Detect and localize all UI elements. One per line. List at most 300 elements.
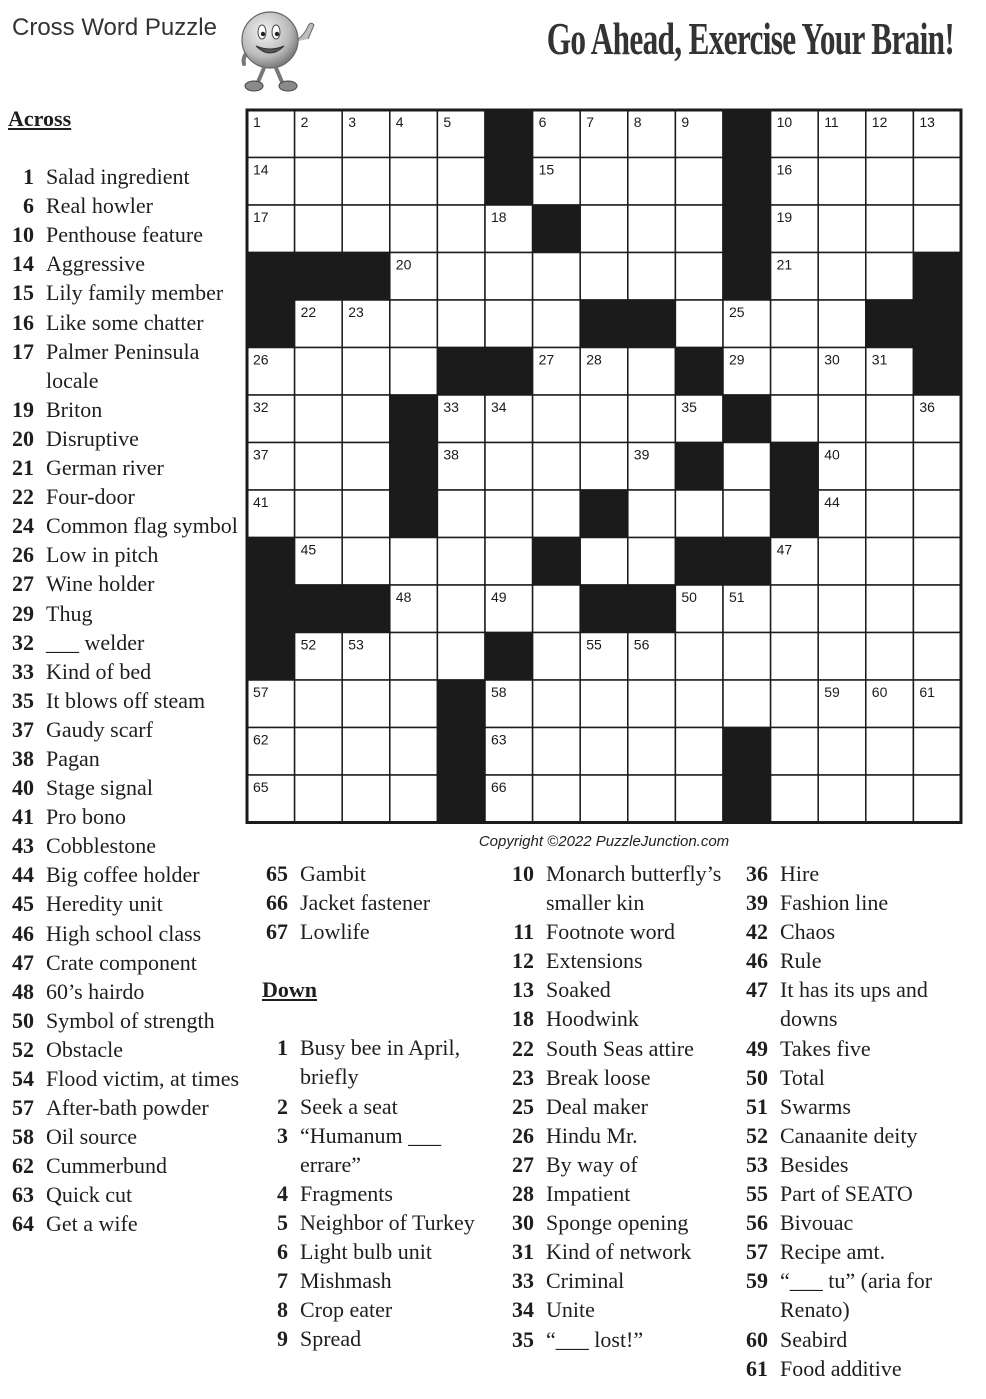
grid-cell[interactable] [342, 205, 390, 253]
grid-cell[interactable] [818, 728, 866, 776]
clue-item [742, 1092, 968, 1121]
grid-cell[interactable] [818, 300, 866, 348]
grid-cell[interactable] [342, 158, 390, 206]
clue-item [262, 1092, 502, 1121]
across-heading: Across [8, 106, 72, 131]
grid-cell[interactable] [771, 775, 819, 823]
clue-text: Sponge opening [546, 1210, 689, 1236]
grid-cell[interactable] [580, 443, 628, 491]
grid-cell[interactable] [295, 395, 343, 443]
cell-number: 11 [824, 114, 839, 130]
cell-number: 45 [300, 541, 317, 558]
grid-block [723, 158, 771, 206]
clue-number: 32 [12, 629, 34, 655]
cell-number: 2 [300, 114, 309, 130]
grid-cell[interactable] [771, 395, 819, 443]
clue-text: Disruptive [46, 425, 139, 451]
grid-cell[interactable] [295, 775, 343, 823]
grid-cell[interactable] [437, 633, 485, 681]
clue-number: 46 [746, 948, 768, 974]
clue-text: Total [780, 1064, 825, 1090]
cell-number: 12 [871, 114, 888, 130]
cell-number: 65 [253, 779, 269, 795]
clue-item [742, 946, 968, 975]
grid-cell[interactable] [533, 253, 581, 301]
grid-cell[interactable] [675, 253, 723, 301]
grid-cell[interactable] [342, 680, 390, 728]
clue-text: Impatient [546, 1181, 631, 1207]
cell-number: 8 [633, 114, 642, 130]
grid-cell[interactable] [580, 395, 628, 443]
copyright-notice: Copyright ©2022 PuzzleJunction.com [478, 833, 730, 850]
grid-cell[interactable] [485, 253, 533, 301]
clue-number: 50 [746, 1064, 768, 1090]
grid-cell[interactable] [818, 538, 866, 586]
grid-cell[interactable] [628, 253, 676, 301]
grid-cell[interactable] [390, 680, 438, 728]
grid-cell[interactable] [913, 775, 961, 823]
grid-block [723, 538, 771, 586]
clue-number: 42 [746, 919, 768, 945]
grid-cell[interactable] [390, 205, 438, 253]
grid-cell[interactable] [866, 253, 914, 301]
grid-cell[interactable] [390, 728, 438, 776]
grid-cell[interactable] [866, 538, 914, 586]
grid-cell[interactable] [866, 395, 914, 443]
clue-text: Part of SEATO [780, 1181, 913, 1207]
clue-text: Lily family member [46, 280, 224, 306]
clue-number: 57 [746, 1239, 768, 1265]
clue-item [262, 1324, 502, 1353]
grid-cell[interactable] [342, 728, 390, 776]
grid-cell[interactable] [485, 443, 533, 491]
clue-text: Deal maker [546, 1093, 648, 1119]
cell-number: 49 [491, 589, 507, 605]
clue-text: Soaked [546, 977, 611, 1003]
grid-cell[interactable] [675, 158, 723, 206]
grid-block [485, 348, 533, 396]
cell-number: 39 [633, 446, 650, 463]
clue-item [262, 1237, 502, 1266]
grid-cell[interactable] [818, 253, 866, 301]
grid-cell[interactable] [913, 728, 961, 776]
clue-number: 2 [277, 1093, 288, 1119]
grid-cell[interactable] [437, 300, 485, 348]
grid-cell[interactable] [771, 633, 819, 681]
grid-cell[interactable] [866, 775, 914, 823]
clue-text: “Humanum ___ errare” [300, 1122, 442, 1177]
grid-cell[interactable] [723, 633, 771, 681]
cell-number: 34 [491, 399, 507, 415]
clue-number: 10 [512, 861, 534, 886]
clue-text: Low in pitch [46, 542, 159, 568]
grid-cell[interactable] [771, 348, 819, 396]
grid-cell[interactable] [437, 158, 485, 206]
clue-text: Palmer Peninsula locale [46, 338, 200, 393]
grid-cell[interactable] [295, 728, 343, 776]
grid-cell[interactable] [818, 205, 866, 253]
clue-text: Real howler [46, 193, 153, 219]
clue-number: 45 [12, 891, 34, 917]
clue-number: 19 [12, 396, 34, 422]
grid-cell[interactable] [342, 490, 390, 538]
grid-cell[interactable] [533, 680, 581, 728]
grid-cell[interactable] [580, 775, 628, 823]
grid-block [771, 443, 819, 491]
cell-number: 23 [348, 304, 364, 320]
grid-cell[interactable] [580, 680, 628, 728]
clue-text: Hoodwink [546, 1006, 639, 1032]
grid-cell[interactable] [723, 490, 771, 538]
clue-text: Gambit [300, 861, 366, 886]
grid-cell[interactable] [628, 158, 676, 206]
grid-cell[interactable] [580, 205, 628, 253]
clue-text: Kind of bed [46, 658, 152, 684]
grid-cell[interactable] [533, 633, 581, 681]
clue-number: 47 [746, 977, 768, 1003]
cell-number: 56 [633, 636, 650, 653]
clue-item [742, 888, 968, 917]
grid-cell[interactable] [771, 680, 819, 728]
grid-cell[interactable] [295, 443, 343, 491]
clue-text: German river [46, 455, 164, 481]
cell-number: 5 [443, 114, 452, 130]
clue-text: By way of [546, 1151, 638, 1177]
grid-cell[interactable] [580, 538, 628, 586]
grid-block [295, 253, 343, 301]
grid-block [723, 253, 771, 301]
grid-cell[interactable] [295, 680, 343, 728]
grid-cell[interactable] [866, 158, 914, 206]
clue-text: Hire [780, 861, 820, 886]
grid-block [437, 348, 485, 396]
clue-text: Salad ingredient [46, 164, 190, 190]
clue-number: 54 [12, 1066, 34, 1091]
cell-number: 9 [681, 114, 690, 130]
clue-text: Criminal [546, 1268, 625, 1294]
grid-cell[interactable] [675, 728, 723, 776]
clue-number: 28 [512, 1181, 534, 1207]
grid-block [485, 158, 533, 206]
clue-item [508, 1237, 724, 1266]
clue-text: Quick cut [46, 1182, 133, 1208]
clue-text: Cummerbund [46, 1153, 167, 1179]
clue-text: Monarch butterfly’s smaller kin [546, 861, 722, 916]
clue-item [508, 975, 724, 1004]
cell-number: 55 [586, 636, 602, 653]
grid-cell[interactable] [866, 490, 914, 538]
grid-cell[interactable] [866, 585, 914, 633]
clue-text: Light bulb unit [300, 1239, 432, 1265]
grid-cell[interactable] [485, 538, 533, 586]
clue-number: 41 [12, 804, 34, 830]
grid-cell[interactable] [723, 680, 771, 728]
grid-cell[interactable] [866, 443, 914, 491]
grid-cell[interactable] [913, 443, 961, 491]
clue-text: ___ welder [46, 629, 145, 655]
grid-cell[interactable] [913, 490, 961, 538]
grid-cell[interactable] [913, 205, 961, 253]
cell-number: 42 [395, 494, 412, 510]
clue-number: 6 [277, 1239, 288, 1265]
grid-cell[interactable] [628, 395, 676, 443]
cell-number: 1 [253, 114, 261, 130]
cell-number: 14 [253, 161, 269, 178]
grid-cell[interactable] [390, 158, 438, 206]
clue-number: 8 [277, 1297, 288, 1323]
grid-cell[interactable] [628, 348, 676, 396]
clue-text: South Seas attire [546, 1035, 694, 1061]
clue-number: 30 [512, 1210, 534, 1236]
clue-text: Recipe amt. [780, 1239, 886, 1265]
cell-number: 51 [729, 589, 745, 605]
grid-cell[interactable] [628, 538, 676, 586]
clue-number: 9 [277, 1326, 288, 1352]
grid-cell[interactable] [342, 395, 390, 443]
clue-item [508, 1150, 724, 1179]
clue-item [742, 1179, 968, 1208]
clue-text: Break loose [546, 1064, 651, 1090]
grid-cell[interactable] [485, 490, 533, 538]
cell-number: 6 [538, 114, 547, 130]
clue-number: 27 [12, 571, 34, 597]
grid-cell[interactable] [437, 538, 485, 586]
clue-item [262, 859, 502, 888]
clue-item [508, 946, 724, 975]
grid-cell[interactable] [818, 585, 866, 633]
clue-number: 56 [746, 1210, 768, 1236]
clue-text: Footnote word [546, 919, 675, 945]
clue-item [508, 917, 724, 946]
grid-cell[interactable] [818, 633, 866, 681]
cell-number: 25 [729, 304, 745, 320]
grid-cell[interactable] [866, 205, 914, 253]
clue-number: 22 [12, 484, 34, 510]
clue-item [508, 1325, 724, 1354]
grid-cell[interactable] [675, 633, 723, 681]
grid-cell[interactable] [675, 775, 723, 823]
grid-cell[interactable] [580, 728, 628, 776]
clue-item [742, 1121, 968, 1150]
clue-text: Thug [46, 600, 93, 626]
clue-text: Get a wife [46, 1211, 138, 1237]
grid-cell[interactable] [390, 775, 438, 823]
clue-item [742, 1266, 968, 1324]
grid-cell[interactable] [675, 300, 723, 348]
clue-number: 25 [512, 1093, 534, 1119]
clue-text: Seabird [780, 1326, 848, 1352]
clue-text: Cobblestone [46, 833, 156, 859]
grid-cell[interactable] [437, 490, 485, 538]
grid-cell[interactable] [675, 680, 723, 728]
grid-cell[interactable] [628, 205, 676, 253]
clue-number: 22 [512, 1035, 534, 1061]
clue-number: 18 [512, 1006, 534, 1032]
grid-block [580, 585, 628, 633]
grid-cell[interactable] [533, 443, 581, 491]
clue-number: 15 [12, 280, 34, 306]
clue-number: 10 [12, 222, 34, 248]
clue-number: 61 [746, 1355, 768, 1381]
grid-cell[interactable] [913, 538, 961, 586]
grid-block [533, 205, 581, 253]
cell-number: 58 [491, 684, 507, 700]
clue-text: Four-door [46, 484, 135, 510]
grid-cell[interactable] [628, 775, 676, 823]
grid-cell[interactable] [533, 490, 581, 538]
grid-block [390, 395, 438, 443]
cell-number: 62 [253, 731, 269, 748]
grid-cell[interactable] [342, 775, 390, 823]
clue-text: Penthouse feature [46, 222, 203, 248]
clue-number: 5 [277, 1209, 288, 1235]
clue-number: 40 [12, 775, 34, 801]
grid-cell[interactable] [675, 205, 723, 253]
cell-number: 57 [253, 684, 269, 700]
grid-cell[interactable] [390, 348, 438, 396]
clue-item [262, 1033, 502, 1091]
grid-block [866, 300, 914, 348]
clue-text: Takes five [780, 1035, 871, 1061]
cell-number: 47 [776, 541, 793, 558]
clue-text: Wine holder [46, 571, 155, 597]
clue-item [508, 1179, 724, 1208]
clue-text: Pro bono [46, 804, 127, 830]
clue-number: 44 [12, 862, 34, 888]
grid-cell[interactable] [342, 443, 390, 491]
cell-number: 4 [395, 114, 404, 130]
grid-cell[interactable] [771, 300, 819, 348]
clue-item [262, 888, 502, 917]
grid-cell[interactable] [342, 348, 390, 396]
grid-cell[interactable] [628, 728, 676, 776]
cell-number: 24 [633, 304, 650, 320]
cell-number: 7 [586, 114, 594, 130]
clue-number: 59 [746, 1268, 768, 1294]
clue-item [262, 1266, 502, 1295]
clue-text: Unite [546, 1297, 595, 1323]
clue-number: 7 [277, 1268, 288, 1294]
grid-cell[interactable] [295, 490, 343, 538]
clue-item [508, 1092, 724, 1121]
clue-number: 53 [746, 1151, 768, 1177]
clue-text: Gaudy scarf [46, 716, 153, 742]
clue-text: Canaanite deity [780, 1122, 918, 1148]
grid-cell[interactable] [533, 585, 581, 633]
clue-text: Bivouac [780, 1210, 854, 1236]
grid-cell[interactable] [390, 538, 438, 586]
grid-cell[interactable] [723, 443, 771, 491]
clue-text: Food additive [780, 1355, 902, 1381]
grid-cell[interactable] [771, 585, 819, 633]
grid-block [342, 253, 390, 301]
cell-number: 41 [253, 494, 269, 510]
grid-block [913, 253, 961, 301]
grid-cell[interactable] [628, 680, 676, 728]
clue-text: Chaos [780, 919, 835, 945]
grid-cell[interactable] [913, 585, 961, 633]
clue-number: 16 [12, 309, 34, 335]
clue-text: Aggressive [46, 251, 145, 277]
cell-number: 52 [300, 636, 317, 653]
grid-cell[interactable] [866, 633, 914, 681]
grid-cell[interactable] [437, 585, 485, 633]
clue-number: 46 [12, 920, 34, 946]
cell-number: 53 [348, 636, 364, 653]
grid-cell[interactable] [818, 775, 866, 823]
clue-text: Seek a seat [300, 1093, 398, 1119]
grid-block [913, 348, 961, 396]
grid-cell[interactable] [437, 205, 485, 253]
grid-cell[interactable] [295, 348, 343, 396]
grid-cell[interactable] [390, 300, 438, 348]
clue-item [262, 1295, 502, 1324]
grid-cell[interactable] [533, 775, 581, 823]
grid-cell[interactable] [295, 158, 343, 206]
clue-number: 51 [746, 1093, 768, 1119]
clue-number: 34 [512, 1297, 534, 1323]
clue-item [742, 1325, 968, 1354]
clue-text: Pagan [46, 745, 100, 771]
grid-cell[interactable] [818, 158, 866, 206]
grid-cell[interactable] [342, 538, 390, 586]
cell-number: 10 [776, 114, 793, 130]
cell-number: 31 [871, 351, 888, 368]
clue-number: 33 [512, 1268, 534, 1294]
cell-number: 20 [395, 256, 412, 273]
grid-cell[interactable] [390, 633, 438, 681]
clue-number: 20 [12, 425, 34, 451]
grid-block [247, 585, 295, 633]
clue-number: 21 [12, 455, 34, 481]
clue-number: 63 [12, 1182, 34, 1208]
grid-cell[interactable] [533, 300, 581, 348]
grid-cell[interactable] [580, 158, 628, 206]
grid-block [675, 443, 723, 491]
clue-item [742, 1063, 968, 1092]
grid-cell[interactable] [628, 490, 676, 538]
clue-item [742, 1208, 968, 1237]
grid-cell[interactable] [437, 253, 485, 301]
clue-number: 67 [266, 919, 288, 945]
grid-cell[interactable] [485, 300, 533, 348]
clue-number: 29 [12, 600, 34, 626]
grid-cell[interactable] [913, 158, 961, 206]
clue-text: It has its ups and downs [780, 977, 928, 1032]
grid-cell[interactable] [866, 728, 914, 776]
down-clues-column-3 [742, 859, 968, 1383]
cell-number: 26 [253, 351, 269, 368]
grid-cell[interactable] [675, 490, 723, 538]
grid-cell[interactable] [295, 205, 343, 253]
clue-text: Heredity unit [46, 891, 163, 917]
clue-item [262, 1121, 502, 1179]
grid-block [723, 205, 771, 253]
grid-cell[interactable] [533, 395, 581, 443]
grid-cell[interactable] [580, 253, 628, 301]
clue-text: Hindu Mr. [546, 1122, 638, 1148]
grid-cell[interactable] [771, 728, 819, 776]
down-clues-column-2 [508, 859, 724, 1354]
grid-cell[interactable] [818, 395, 866, 443]
grid-cell[interactable] [533, 728, 581, 776]
clue-item [508, 1063, 724, 1092]
clue-number: 57 [12, 1095, 34, 1121]
clue-text: Lowlife [300, 919, 370, 945]
cell-number: 35 [681, 399, 697, 415]
grid-cell[interactable] [913, 633, 961, 681]
grid-block [247, 538, 295, 586]
